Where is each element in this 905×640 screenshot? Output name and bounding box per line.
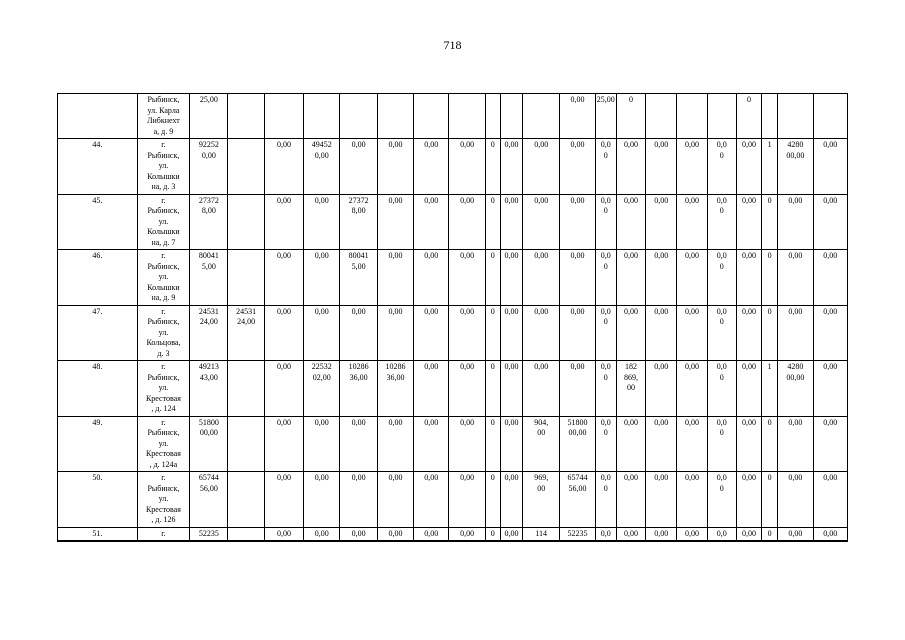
- table-cell: г. Рыбинск, ул. Колышки на, д. 3: [137, 139, 189, 195]
- table-cell: 52235: [190, 527, 228, 541]
- table-cell: 0,00: [449, 194, 485, 250]
- table-cell: 0,00: [677, 250, 707, 306]
- table-cell: 0,00: [736, 527, 761, 541]
- table-cell: 0: [762, 472, 778, 528]
- table-cell: 0,00: [449, 139, 485, 195]
- table-cell: 49213 43,00: [190, 361, 228, 417]
- table-cell: 0,00: [264, 527, 303, 541]
- table-cell: 0,00: [778, 527, 813, 541]
- table-cell: 0,0 0: [595, 472, 616, 528]
- table-cell: 0,00: [449, 472, 485, 528]
- table-cell: [228, 361, 264, 417]
- table-cell: [646, 94, 677, 139]
- table-cell: 27372 8,00: [340, 194, 377, 250]
- table-cell: 0,00: [500, 250, 522, 306]
- table-cell: г. Рыбинск, ул. Крестовая , д. 126: [137, 472, 189, 528]
- table-cell: 0,00: [377, 194, 413, 250]
- table-cell: 0,00: [560, 361, 595, 417]
- table-cell: 0,00: [304, 250, 340, 306]
- table-cell: 45.: [58, 194, 138, 250]
- table-cell: 0,00: [778, 250, 813, 306]
- data-table: [57, 93, 848, 542]
- table-cell: 0,00: [677, 139, 707, 195]
- table-cell: [449, 94, 485, 139]
- table-cell: 0,00: [616, 250, 645, 306]
- table-cell: 0: [485, 472, 500, 528]
- table-cell: 51800 00,00: [560, 416, 595, 472]
- table-cell: 0: [762, 194, 778, 250]
- table-cell: [340, 94, 377, 139]
- table-cell: 0,0 0: [595, 361, 616, 417]
- table-cell: 0,00: [304, 416, 340, 472]
- table-cell: 0,00: [340, 527, 377, 541]
- table-cell: 0: [762, 305, 778, 361]
- table-cell: 65744 56,00: [190, 472, 228, 528]
- table-cell: 49452 0,00: [304, 139, 340, 195]
- table-cell: 0,00: [264, 416, 303, 472]
- table-row: [58, 527, 848, 541]
- table-cell: Рыбинск, ул. Карла Либкнехт а, д. 9: [137, 94, 189, 139]
- table-cell: 1: [762, 361, 778, 417]
- table-cell: 0,00: [523, 361, 560, 417]
- table-cell: 0: [616, 94, 645, 139]
- table-cell: 80041 5,00: [190, 250, 228, 306]
- table-cell: 0,00: [414, 361, 449, 417]
- table-cell: 0,00: [304, 194, 340, 250]
- table-cell: 0,00: [646, 361, 677, 417]
- table-cell: 114: [523, 527, 560, 541]
- table-cell: 0,00: [813, 361, 847, 417]
- table-cell: 0,00: [646, 250, 677, 306]
- table-cell: 0,00: [500, 139, 522, 195]
- table-cell: 904, 00: [523, 416, 560, 472]
- table-cell: 25,00: [190, 94, 228, 139]
- table-cell: 0,00: [377, 305, 413, 361]
- table-cell: 0,00: [414, 527, 449, 541]
- table-cell: [414, 94, 449, 139]
- table-cell: 0,00: [736, 472, 761, 528]
- table-cell: 0,00: [736, 250, 761, 306]
- table-cell: [228, 527, 264, 541]
- table-cell: 0,00: [523, 139, 560, 195]
- table-cell: [304, 94, 340, 139]
- table-cell: 0,00: [778, 416, 813, 472]
- table-cell: 969, 00: [523, 472, 560, 528]
- table-cell: 0,00: [677, 361, 707, 417]
- table-cell: 0,00: [677, 416, 707, 472]
- table-cell: 10286 36,00: [340, 361, 377, 417]
- table-cell: 0,0: [595, 527, 616, 541]
- table-cell: 0,00: [560, 94, 595, 139]
- table-cell: 0: [762, 527, 778, 541]
- table-cell: 4280 00,00: [778, 361, 813, 417]
- table-cell: 0,00: [677, 472, 707, 528]
- table-cell: 0,0 0: [707, 194, 736, 250]
- table-cell: 0,00: [500, 416, 522, 472]
- table-cell: 0,00: [677, 305, 707, 361]
- table-cell: 65744 56,00: [560, 472, 595, 528]
- table-cell: 0,00: [677, 527, 707, 541]
- table-cell: г. Рыбинск, ул. Крестовая , д. 124: [137, 361, 189, 417]
- table-cell: 0,00: [616, 527, 645, 541]
- table-cell: 0,0 0: [595, 194, 616, 250]
- table-cell: 0,00: [736, 139, 761, 195]
- table-cell: 0,00: [646, 472, 677, 528]
- table-cell: 0,00: [449, 527, 485, 541]
- table-cell: 0,00: [304, 472, 340, 528]
- table-cell: 51800 00,00: [190, 416, 228, 472]
- table-cell: 0,00: [304, 305, 340, 361]
- table-cell: 0,00: [616, 139, 645, 195]
- table-cell: 24531 24,00: [190, 305, 228, 361]
- table-cell: г. Рыбинск, ул. Кольцова, д. 3: [137, 305, 189, 361]
- table-cell: 0,00: [560, 305, 595, 361]
- table-cell: [485, 94, 500, 139]
- table-cell: 0,0 0: [595, 250, 616, 306]
- table-cell: 0,0 0: [595, 305, 616, 361]
- table-cell: 0,00: [646, 194, 677, 250]
- table-cell: 22532 02,00: [304, 361, 340, 417]
- table-cell: 1: [762, 139, 778, 195]
- table-cell: 0,00: [646, 139, 677, 195]
- table-cell: 0,00: [500, 194, 522, 250]
- table-cell: 0,00: [340, 472, 377, 528]
- table-cell: 44.: [58, 139, 138, 195]
- table-cell: [58, 94, 138, 139]
- table-cell: 0,00: [616, 416, 645, 472]
- table-cell: 0,00: [778, 472, 813, 528]
- table-cell: 0,00: [377, 139, 413, 195]
- table-cell: 0,00: [560, 250, 595, 306]
- table-cell: 0,00: [523, 305, 560, 361]
- table-cell: [264, 94, 303, 139]
- table-cell: 0,00: [813, 139, 847, 195]
- table-cell: 0,00: [340, 305, 377, 361]
- table-cell: 0,00: [304, 527, 340, 541]
- table-cell: 0,00: [377, 527, 413, 541]
- table-cell: [228, 94, 264, 139]
- table-cell: 0,00: [560, 194, 595, 250]
- table-cell: 0,00: [736, 194, 761, 250]
- table-cell: 48.: [58, 361, 138, 417]
- table-cell: 0,00: [500, 472, 522, 528]
- table-cell: 10286 36,00: [377, 361, 413, 417]
- table-cell: 0: [762, 250, 778, 306]
- table-cell: 0,0 0: [707, 416, 736, 472]
- page-number: 718: [443, 38, 462, 52]
- table-cell: 0,00: [414, 305, 449, 361]
- table-cell: 47.: [58, 305, 138, 361]
- table-cell: 24531 24,00: [228, 305, 264, 361]
- table-cell: [377, 94, 413, 139]
- table-cell: 0,00: [500, 305, 522, 361]
- table-cell: 0,00: [813, 305, 847, 361]
- table-cell: 0,00: [414, 250, 449, 306]
- table-cell: 0,00: [264, 305, 303, 361]
- table-cell: 0: [485, 250, 500, 306]
- table-cell: 0,00: [677, 194, 707, 250]
- table-cell: 0,00: [736, 305, 761, 361]
- table-cell: 0,00: [500, 527, 522, 541]
- table-cell: 0,00: [449, 250, 485, 306]
- table-cell: 0,00: [813, 416, 847, 472]
- table-cell: 0,00: [523, 194, 560, 250]
- table-cell: 0,00: [264, 139, 303, 195]
- table-cell: 0,00: [264, 250, 303, 306]
- table-cell: [228, 472, 264, 528]
- table-cell: [778, 94, 813, 139]
- table-cell: 50.: [58, 472, 138, 528]
- table-cell: [228, 194, 264, 250]
- table-cell: 0,00: [736, 416, 761, 472]
- table-row: [58, 305, 848, 361]
- table-cell: [228, 139, 264, 195]
- table-cell: 0,00: [449, 305, 485, 361]
- table-cell: 0,00: [813, 194, 847, 250]
- table-cell: 52235: [560, 527, 595, 541]
- table-cell: 0,00: [377, 472, 413, 528]
- table-cell: 0,00: [449, 416, 485, 472]
- table-row: [58, 94, 848, 139]
- table-cell: 0,00: [778, 194, 813, 250]
- table-row: [58, 250, 848, 306]
- table-cell: 0,00: [813, 472, 847, 528]
- table-row: [58, 472, 848, 528]
- table-cell: 0,00: [449, 361, 485, 417]
- table-cell: 80041 5,00: [340, 250, 377, 306]
- table-cell: 0,0: [707, 527, 736, 541]
- table-cell: 0,00: [646, 527, 677, 541]
- table-cell: 0,00: [264, 194, 303, 250]
- table-cell: 0: [485, 527, 500, 541]
- table-cell: 0,0 0: [595, 139, 616, 195]
- table-cell: 0,00: [616, 305, 645, 361]
- table-cell: 0,00: [340, 139, 377, 195]
- table-row: [58, 139, 848, 195]
- table-cell: 0: [736, 94, 761, 139]
- table-cell: 0,00: [646, 305, 677, 361]
- table-cell: 0,00: [500, 361, 522, 417]
- table-row: [58, 416, 848, 472]
- table-cell: 46.: [58, 250, 138, 306]
- table-cell: 0,0 0: [707, 361, 736, 417]
- table-row: [58, 361, 848, 417]
- table-cell: г. Рыбинск, ул. Колышки на, д. 9: [137, 250, 189, 306]
- table-cell: 0,00: [414, 194, 449, 250]
- table-cell: [523, 94, 560, 139]
- table-cell: [228, 250, 264, 306]
- table-cell: 0,00: [813, 250, 847, 306]
- table-cell: 0: [485, 305, 500, 361]
- table-cell: 0,00: [414, 139, 449, 195]
- table-cell: 0,00: [646, 416, 677, 472]
- table-cell: 92252 0,00: [190, 139, 228, 195]
- table-cell: 0: [762, 416, 778, 472]
- table-cell: 0: [485, 139, 500, 195]
- table-cell: г. Рыбинск, ул. Колышки на, д. 7: [137, 194, 189, 250]
- table-cell: 0,0 0: [707, 250, 736, 306]
- table-cell: 0,0 0: [707, 472, 736, 528]
- table-cell: [228, 416, 264, 472]
- table-cell: г.: [137, 527, 189, 541]
- table-cell: [707, 94, 736, 139]
- table-cell: 182 869, 00: [616, 361, 645, 417]
- table-cell: 0,00: [778, 305, 813, 361]
- table-cell: 0,00: [736, 361, 761, 417]
- table-cell: 0,0 0: [595, 416, 616, 472]
- table-cell: 4280 00,00: [778, 139, 813, 195]
- table-cell: [500, 94, 522, 139]
- table-cell: г. Рыбинск, ул. Крестовая , д. 124а: [137, 416, 189, 472]
- table-cell: 0,00: [560, 139, 595, 195]
- table-cell: 0,0 0: [707, 139, 736, 195]
- table-cell: 0: [485, 194, 500, 250]
- table-cell: 0: [485, 361, 500, 417]
- table-cell: 27372 8,00: [190, 194, 228, 250]
- table-cell: 0,00: [264, 472, 303, 528]
- table-cell: 49.: [58, 416, 138, 472]
- table-cell: 0,00: [813, 527, 847, 541]
- table-cell: [762, 94, 778, 139]
- table-cell: 0,00: [377, 250, 413, 306]
- table-cell: 0,00: [616, 472, 645, 528]
- table-cell: 0,00: [340, 416, 377, 472]
- table-cell: 0,00: [414, 416, 449, 472]
- table-cell: 0,00: [264, 361, 303, 417]
- table-cell: 0,00: [523, 250, 560, 306]
- table-cell: 51.: [58, 527, 138, 541]
- table-cell: 0,0 0: [707, 305, 736, 361]
- table-cell: [813, 94, 847, 139]
- table-cell: 0: [485, 416, 500, 472]
- table-cell: 25,00: [595, 94, 616, 139]
- table-cell: 0,00: [377, 416, 413, 472]
- table-row: [58, 194, 848, 250]
- table-cell: 0,00: [616, 194, 645, 250]
- table-cell: [677, 94, 707, 139]
- table-cell: 0,00: [414, 472, 449, 528]
